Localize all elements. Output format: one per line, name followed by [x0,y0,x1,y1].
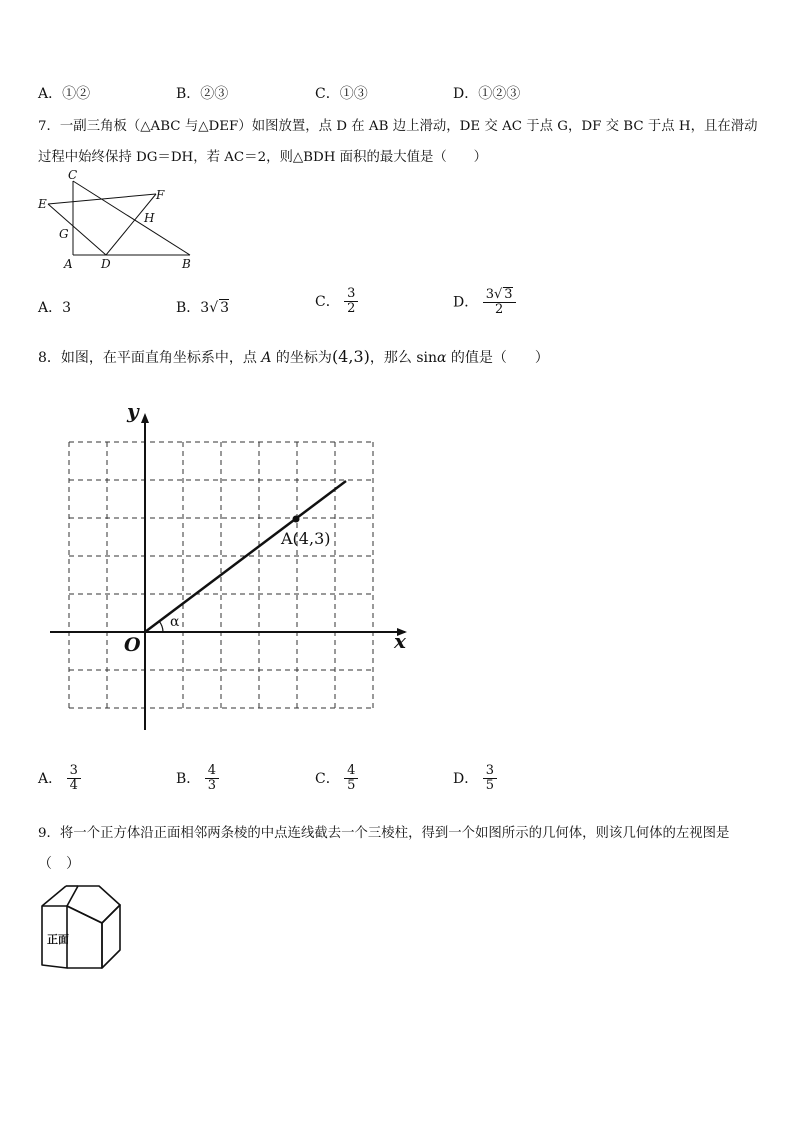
fraction [205,764,219,794]
numerator: 3 [67,764,81,779]
q8-coordinate: (4,3) [331,347,370,366]
q7-stem-line2: 过程中始终保持 DG＝DH，若 AC＝2，则△BDH 面积的最大值是（ ） [38,150,487,165]
q6-option-b[interactable] [176,83,228,103]
option-label: C． [315,293,340,310]
q8-stem-mid: 的坐标为 [271,350,332,366]
y-axis-label: y [127,399,139,423]
option-label: B． [176,86,201,102]
label-b: B [182,257,191,271]
option-text: 3 [62,300,72,316]
label-h: H [144,211,155,225]
option-label: A． [38,86,63,102]
q6-option-a[interactable] [38,83,90,103]
q8-option-d[interactable] [453,764,497,794]
q8-option-c[interactable] [315,764,358,794]
q8-coordinate-graph [40,395,420,740]
denominator: 4 [69,778,78,794]
numerator-coef: 3 [485,287,494,302]
front-face-label: 正面 [47,933,69,946]
angle-label: α [170,614,180,630]
option-label: D． [453,770,479,787]
point-a-label: A(4,3) [281,529,331,548]
option-label: B． [176,300,201,316]
q8-stem [38,347,549,367]
denominator: 5 [347,778,356,794]
denominator: 2 [347,301,356,317]
fraction [67,764,81,794]
label-e: E [38,197,47,211]
label-f: F [156,188,165,202]
q6-option-c[interactable] [315,83,368,103]
numerator: 3 [483,764,497,779]
option-label: C． [315,86,340,102]
q7-triangle-figure [30,166,205,276]
q9-solid-figure [36,880,128,975]
q9-stem-line2: （ ） [38,856,80,872]
option-label: B． [176,770,201,787]
option-text: ①③ [339,86,368,102]
denominator: 5 [485,778,494,794]
numerator: 3 [344,287,358,302]
numerator-radicand: 3 [504,287,513,302]
numerator: 3√ 3 [483,287,516,303]
label-a: A [64,257,73,271]
q8-option-a[interactable] [38,764,81,794]
option-label: D． [453,294,479,311]
origin-label: O [124,634,141,656]
q7-stem-line1: 7．一副三角板（△ABC 与△DEF）如图放置，点 D 在 AB 边上滑动，DE 交 AC 于点 G，DF 交 BC 于点 H，且在滑动 [38,119,758,134]
q8-alpha: α [437,350,447,366]
q7-option-d[interactable] [453,287,516,318]
denominator: 3 [207,778,217,794]
option-text: ①②③ [478,86,521,102]
fraction [483,764,497,794]
q8-option-b[interactable] [176,764,219,794]
q6-option-d[interactable] [453,83,520,103]
q8-stem-pre: 8．如图，在平面直角坐标系中，点 [38,350,262,366]
q8-stem-mid2: ，那么 [369,350,417,366]
q8-sin: sin [416,350,438,366]
option-text: ②③ [200,86,229,102]
fraction [344,287,358,317]
label-d: D [101,257,111,271]
q7-option-b[interactable]: B．3√ 3 [176,300,230,316]
angle-arc [159,621,163,632]
y-axis-arrow [141,413,149,423]
option-label: C． [315,770,340,787]
option-label: A． [38,300,63,316]
denominator: 2 [494,302,504,318]
option-coef: 3 [200,300,210,316]
label-c: C [68,168,78,182]
option-label: D． [453,86,479,102]
label-g: G [59,227,69,241]
numerator: 4 [205,764,219,779]
q8-point-name: A [261,350,272,366]
q9-stem-line1: 9．将一个正方体沿正面相邻两条棱的中点连线截去一个三棱柱，得到一个如图所示的几何体，则该几何体的左视图是 [38,826,730,841]
point-a [293,516,300,523]
numerator: 4 [344,764,358,779]
x-axis-label: x [394,629,406,653]
q8-stem-post: 的值是（ ） [446,350,549,366]
fraction [344,764,358,794]
q7-option-a[interactable] [38,297,71,317]
option-label: A． [38,770,63,787]
fraction [483,287,516,318]
option-radicand: 3 [220,300,230,316]
q7-option-c[interactable] [315,287,358,317]
option-text: ①② [62,86,91,102]
